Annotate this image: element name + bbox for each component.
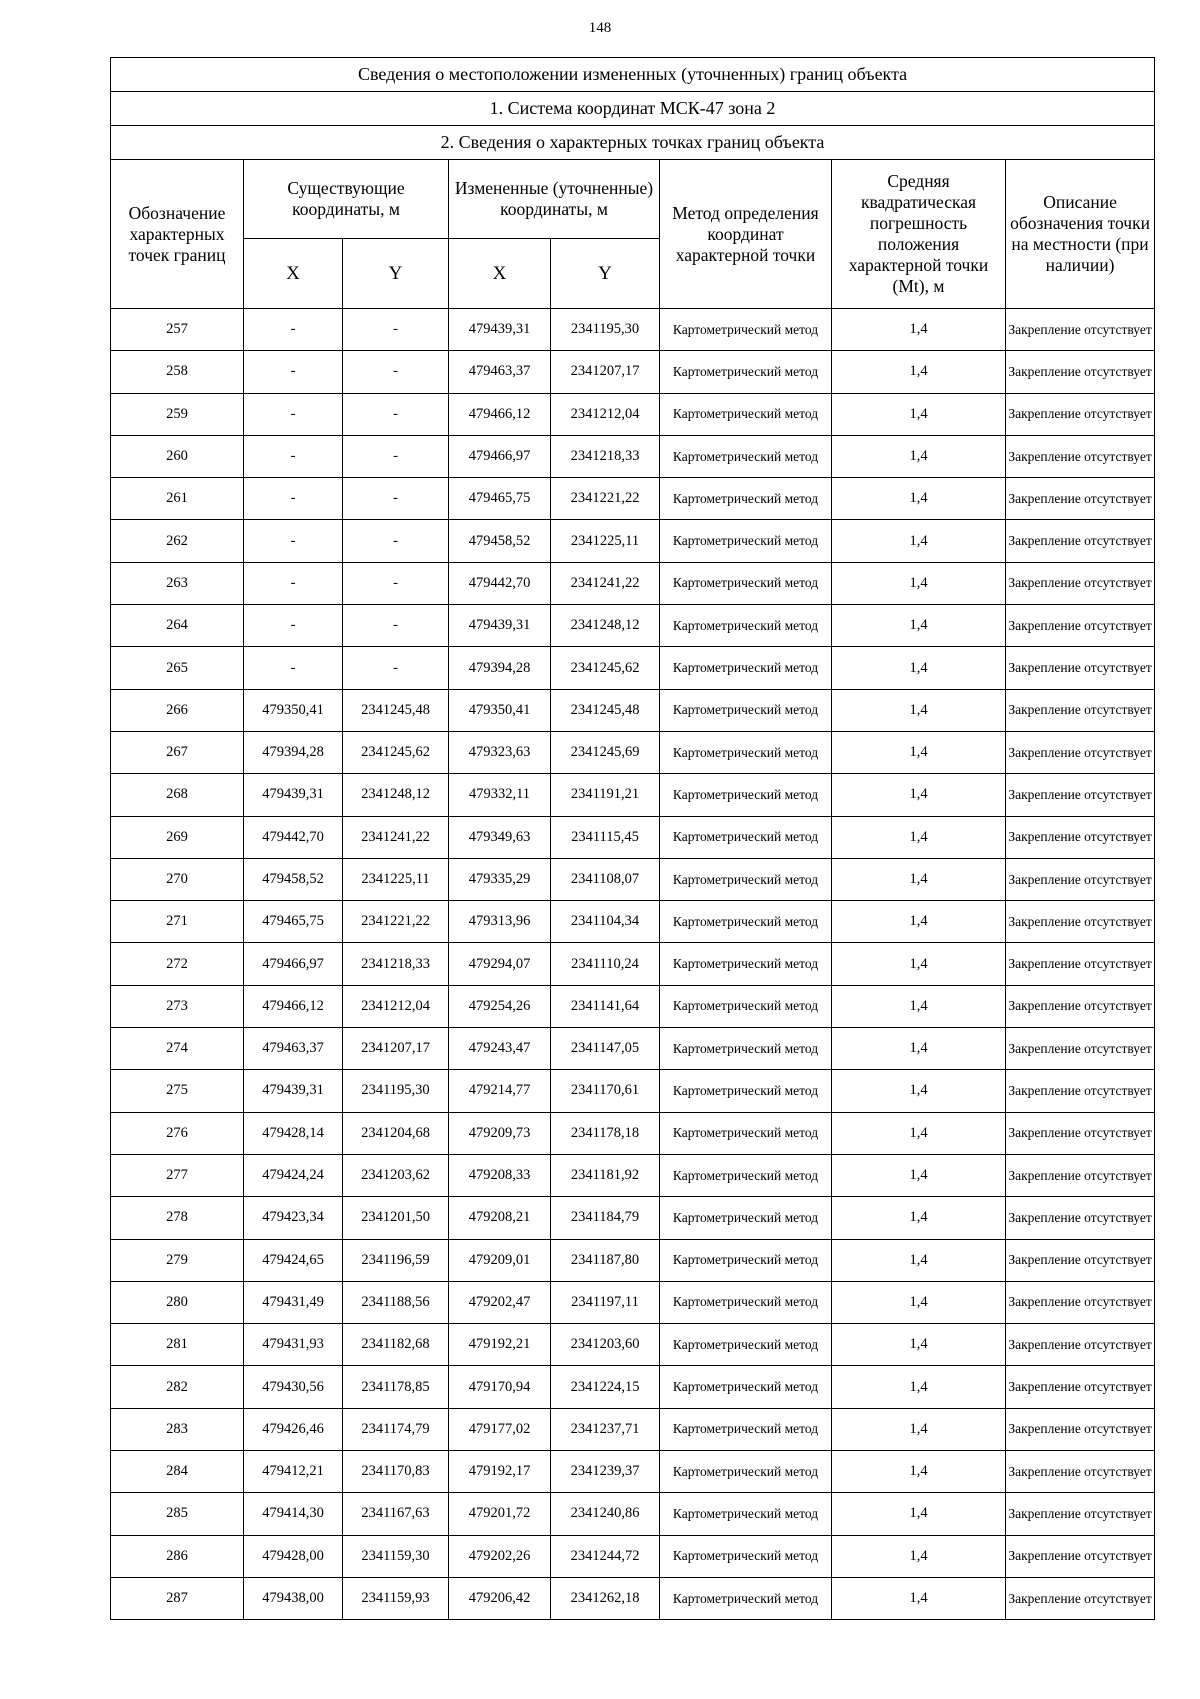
method-cell: Картометрический метод	[660, 1451, 832, 1493]
description-cell: Закрепление отсутствует	[1006, 731, 1155, 773]
changed-x-cell: 479243,47	[449, 1028, 551, 1070]
changed-x-cell: 479439,31	[449, 605, 551, 647]
existing-x-cell: 479430,56	[244, 1366, 343, 1408]
point-designation-cell: 282	[111, 1366, 244, 1408]
existing-y-cell: 2341196,59	[343, 1239, 449, 1281]
existing-x-cell: 479426,46	[244, 1408, 343, 1450]
mean-error-cell: 1,4	[832, 858, 1006, 900]
mean-error-cell: 1,4	[832, 1451, 1006, 1493]
mean-error-cell: 1,4	[832, 689, 1006, 731]
description-cell: Закрепление отсутствует	[1006, 1112, 1155, 1154]
point-designation-cell: 266	[111, 689, 244, 731]
method-cell: Картометрический метод	[660, 858, 832, 900]
changed-x-cell: 479465,75	[449, 478, 551, 520]
table-row	[111, 520, 1155, 562]
existing-y-cell: -	[343, 478, 449, 520]
point-designation-cell: 283	[111, 1408, 244, 1450]
header-existing-coords: Существующие координаты, м	[244, 160, 449, 239]
point-designation-cell: 280	[111, 1281, 244, 1323]
existing-y-cell: 2341245,48	[343, 689, 449, 731]
existing-x-cell: 479424,65	[244, 1239, 343, 1281]
existing-x-cell: 479428,14	[244, 1112, 343, 1154]
changed-y-cell: 2341141,64	[551, 985, 660, 1027]
mean-error-cell: 1,4	[832, 309, 1006, 351]
changed-y-cell: 2341197,11	[551, 1281, 660, 1323]
existing-x-cell: -	[244, 393, 343, 435]
method-cell: Картометрический метод	[660, 1281, 832, 1323]
changed-y-cell: 2341262,18	[551, 1577, 660, 1619]
existing-y-cell: 2341159,30	[343, 1535, 449, 1577]
point-designation-cell: 271	[111, 901, 244, 943]
mean-error-cell: 1,4	[832, 351, 1006, 393]
table-row	[111, 1493, 1155, 1535]
changed-x-cell: 479170,94	[449, 1366, 551, 1408]
existing-x-cell: 479463,37	[244, 1028, 343, 1070]
table-row	[111, 1577, 1155, 1619]
table-row	[111, 1535, 1155, 1577]
description-cell: Закрепление отсутствует	[1006, 1028, 1155, 1070]
changed-x-cell: 479394,28	[449, 647, 551, 689]
point-designation-cell: 257	[111, 309, 244, 351]
existing-x-cell: -	[244, 605, 343, 647]
existing-x-cell: 479412,21	[244, 1451, 343, 1493]
changed-x-cell: 479349,63	[449, 816, 551, 858]
table-row	[111, 478, 1155, 520]
table-row	[111, 1451, 1155, 1493]
existing-y-cell: 2341188,56	[343, 1281, 449, 1323]
changed-y-cell: 2341218,33	[551, 435, 660, 477]
table-row	[111, 985, 1155, 1027]
description-cell: Закрепление отсутствует	[1006, 478, 1155, 520]
description-cell: Закрепление отсутствует	[1006, 309, 1155, 351]
point-designation-cell: 275	[111, 1070, 244, 1112]
existing-y-cell: 2341195,30	[343, 1070, 449, 1112]
existing-x-cell: 479466,97	[244, 943, 343, 985]
changed-y-cell: 2341170,61	[551, 1070, 660, 1112]
description-cell: Закрепление отсутствует	[1006, 562, 1155, 604]
table-row	[111, 1154, 1155, 1196]
changed-x-cell: 479177,02	[449, 1408, 551, 1450]
table-row	[111, 943, 1155, 985]
existing-y-cell: -	[343, 562, 449, 604]
table-row	[111, 1197, 1155, 1239]
changed-x-cell: 479209,73	[449, 1112, 551, 1154]
existing-y-cell: 2341245,62	[343, 731, 449, 773]
mean-error-cell: 1,4	[832, 774, 1006, 816]
changed-y-cell: 2341115,45	[551, 816, 660, 858]
method-cell: Картометрический метод	[660, 1324, 832, 1366]
mean-error-cell: 1,4	[832, 520, 1006, 562]
changed-y-cell: 2341108,07	[551, 858, 660, 900]
changed-x-cell: 479463,37	[449, 351, 551, 393]
changed-y-cell: 2341241,22	[551, 562, 660, 604]
changed-x-cell: 479458,52	[449, 520, 551, 562]
header-method: Метод определения координат характерной точки	[660, 160, 832, 309]
method-cell: Картометрический метод	[660, 1535, 832, 1577]
changed-y-cell: 2341245,48	[551, 689, 660, 731]
changed-x-cell: 479439,31	[449, 309, 551, 351]
description-cell: Закрепление отсутствует	[1006, 985, 1155, 1027]
point-designation-cell: 267	[111, 731, 244, 773]
changed-y-cell: 2341245,69	[551, 731, 660, 773]
method-cell: Картометрический метод	[660, 605, 832, 647]
existing-x-cell: 479439,31	[244, 774, 343, 816]
mean-error-cell: 1,4	[832, 1577, 1006, 1619]
existing-y-cell: -	[343, 309, 449, 351]
existing-y-cell: 2341174,79	[343, 1408, 449, 1450]
table-title: Сведения о местоположении измененных (уточненных) границ объекта	[111, 58, 1155, 92]
point-designation-cell: 285	[111, 1493, 244, 1535]
method-cell: Картометрический метод	[660, 435, 832, 477]
table-row	[111, 351, 1155, 393]
point-designation-cell: 268	[111, 774, 244, 816]
changed-y-cell: 2341248,12	[551, 605, 660, 647]
existing-y-cell: -	[343, 393, 449, 435]
point-designation-cell: 279	[111, 1239, 244, 1281]
changed-x-cell: 479466,12	[449, 393, 551, 435]
method-cell: Картометрический метод	[660, 689, 832, 731]
existing-y-cell: -	[343, 605, 449, 647]
mean-error-cell: 1,4	[832, 1493, 1006, 1535]
existing-y-cell: 2341201,50	[343, 1197, 449, 1239]
header-changed-x: X	[449, 239, 551, 309]
changed-x-cell: 479201,72	[449, 1493, 551, 1535]
description-cell: Закрепление отсутствует	[1006, 943, 1155, 985]
existing-y-cell: -	[343, 351, 449, 393]
point-designation-cell: 276	[111, 1112, 244, 1154]
existing-y-cell: 2341178,85	[343, 1366, 449, 1408]
mean-error-cell: 1,4	[832, 816, 1006, 858]
changed-y-cell: 2341212,04	[551, 393, 660, 435]
point-designation-cell: 277	[111, 1154, 244, 1196]
changed-x-cell: 479466,97	[449, 435, 551, 477]
table-row	[111, 1281, 1155, 1323]
changed-x-cell: 479208,33	[449, 1154, 551, 1196]
changed-y-cell: 2341195,30	[551, 309, 660, 351]
point-designation-cell: 258	[111, 351, 244, 393]
changed-x-cell: 479214,77	[449, 1070, 551, 1112]
table-row	[111, 435, 1155, 477]
existing-x-cell: 479423,34	[244, 1197, 343, 1239]
mean-error-cell: 1,4	[832, 901, 1006, 943]
mean-error-cell: 1,4	[832, 605, 1006, 647]
table-row	[111, 1239, 1155, 1281]
method-cell: Картометрический метод	[660, 478, 832, 520]
method-cell: Картометрический метод	[660, 309, 832, 351]
mean-error-cell: 1,4	[832, 647, 1006, 689]
table-row	[111, 1324, 1155, 1366]
existing-y-cell: -	[343, 647, 449, 689]
point-designation-cell: 272	[111, 943, 244, 985]
point-designation-cell: 262	[111, 520, 244, 562]
existing-x-cell: 479394,28	[244, 731, 343, 773]
mean-error-cell: 1,4	[832, 1281, 1006, 1323]
changed-x-cell: 479350,41	[449, 689, 551, 731]
existing-x-cell: 479466,12	[244, 985, 343, 1027]
table-row	[111, 858, 1155, 900]
table-row	[111, 605, 1155, 647]
description-cell: Закрепление отсутствует	[1006, 1451, 1155, 1493]
mean-error-cell: 1,4	[832, 1366, 1006, 1408]
method-cell: Картометрический метод	[660, 351, 832, 393]
description-cell: Закрепление отсутствует	[1006, 1577, 1155, 1619]
mean-error-cell: 1,4	[832, 1028, 1006, 1070]
description-cell: Закрепление отсутствует	[1006, 1281, 1155, 1323]
table-row	[111, 689, 1155, 731]
existing-y-cell: -	[343, 435, 449, 477]
changed-y-cell: 2341225,11	[551, 520, 660, 562]
existing-x-cell: -	[244, 562, 343, 604]
method-cell: Картометрический метод	[660, 1366, 832, 1408]
table-row	[111, 1408, 1155, 1450]
mean-error-cell: 1,4	[832, 1070, 1006, 1112]
description-cell: Закрепление отсутствует	[1006, 1154, 1155, 1196]
changed-y-cell: 2341191,21	[551, 774, 660, 816]
changed-x-cell: 479202,47	[449, 1281, 551, 1323]
existing-x-cell: 479350,41	[244, 689, 343, 731]
description-cell: Закрепление отсутствует	[1006, 435, 1155, 477]
existing-y-cell: 2341221,22	[343, 901, 449, 943]
point-designation-cell: 273	[111, 985, 244, 1027]
method-cell: Картометрический метод	[660, 1028, 832, 1070]
changed-y-cell: 2341110,24	[551, 943, 660, 985]
point-designation-cell: 259	[111, 393, 244, 435]
method-cell: Картометрический метод	[660, 816, 832, 858]
description-cell: Закрепление отсутствует	[1006, 1070, 1155, 1112]
table-row	[111, 731, 1155, 773]
changed-y-cell: 2341181,92	[551, 1154, 660, 1196]
changed-x-cell: 479192,17	[449, 1451, 551, 1493]
mean-error-cell: 1,4	[832, 1112, 1006, 1154]
existing-y-cell: 2341212,04	[343, 985, 449, 1027]
header-existing-x: X	[244, 239, 343, 309]
point-designation-cell: 286	[111, 1535, 244, 1577]
point-designation-cell: 278	[111, 1197, 244, 1239]
point-designation-cell: 284	[111, 1451, 244, 1493]
changed-x-cell: 479206,42	[449, 1577, 551, 1619]
existing-x-cell: -	[244, 351, 343, 393]
changed-x-cell: 479442,70	[449, 562, 551, 604]
method-cell: Картометрический метод	[660, 393, 832, 435]
header-changed-y: Y	[551, 239, 660, 309]
changed-y-cell: 2341184,79	[551, 1197, 660, 1239]
changed-y-cell: 2341240,86	[551, 1493, 660, 1535]
method-cell: Картометрический метод	[660, 1112, 832, 1154]
header-existing-y: Y	[343, 239, 449, 309]
description-cell: Закрепление отсутствует	[1006, 1493, 1155, 1535]
point-designation-cell: 270	[111, 858, 244, 900]
table-row	[111, 774, 1155, 816]
point-designation-cell: 265	[111, 647, 244, 689]
existing-x-cell: -	[244, 520, 343, 562]
changed-y-cell: 2341104,34	[551, 901, 660, 943]
mean-error-cell: 1,4	[832, 1197, 1006, 1239]
mean-error-cell: 1,4	[832, 1535, 1006, 1577]
mean-error-cell: 1,4	[832, 562, 1006, 604]
table-row	[111, 1366, 1155, 1408]
existing-x-cell: 479465,75	[244, 901, 343, 943]
point-designation-cell: 260	[111, 435, 244, 477]
existing-y-cell: 2341203,62	[343, 1154, 449, 1196]
existing-x-cell: 479458,52	[244, 858, 343, 900]
changed-y-cell: 2341237,71	[551, 1408, 660, 1450]
changed-y-cell: 2341239,37	[551, 1451, 660, 1493]
mean-error-cell: 1,4	[832, 985, 1006, 1027]
existing-x-cell: 479428,00	[244, 1535, 343, 1577]
changed-x-cell: 479294,07	[449, 943, 551, 985]
description-cell: Закрепление отсутствует	[1006, 1535, 1155, 1577]
existing-x-cell: 479414,30	[244, 1493, 343, 1535]
existing-x-cell: 479431,49	[244, 1281, 343, 1323]
method-cell: Картометрический метод	[660, 647, 832, 689]
mean-error-cell: 1,4	[832, 943, 1006, 985]
mean-error-cell: 1,4	[832, 1324, 1006, 1366]
description-cell: Закрепление отсутствует	[1006, 689, 1155, 731]
method-cell: Картометрический метод	[660, 943, 832, 985]
changed-x-cell: 479313,96	[449, 901, 551, 943]
changed-y-cell: 2341244,72	[551, 1535, 660, 1577]
mean-error-cell: 1,4	[832, 1408, 1006, 1450]
changed-x-cell: 479208,21	[449, 1197, 551, 1239]
mean-error-cell: 1,4	[832, 1239, 1006, 1281]
method-cell: Картометрический метод	[660, 520, 832, 562]
description-cell: Закрепление отсутствует	[1006, 647, 1155, 689]
existing-x-cell: -	[244, 309, 343, 351]
point-designation-cell: 281	[111, 1324, 244, 1366]
existing-y-cell: 2341204,68	[343, 1112, 449, 1154]
changed-x-cell: 479202,26	[449, 1535, 551, 1577]
description-cell: Закрепление отсутствует	[1006, 1366, 1155, 1408]
point-designation-cell: 263	[111, 562, 244, 604]
point-designation-cell: 264	[111, 605, 244, 647]
header-description: Описание обозначения точки на местности (при наличии)	[1006, 160, 1155, 309]
existing-y-cell: 2341182,68	[343, 1324, 449, 1366]
point-designation-cell: 269	[111, 816, 244, 858]
mean-error-cell: 1,4	[832, 1154, 1006, 1196]
table-row	[111, 647, 1155, 689]
changed-y-cell: 2341224,15	[551, 1366, 660, 1408]
description-cell: Закрепление отсутствует	[1006, 351, 1155, 393]
changed-x-cell: 479323,63	[449, 731, 551, 773]
table-row	[111, 393, 1155, 435]
description-cell: Закрепление отсутствует	[1006, 520, 1155, 562]
method-cell: Картометрический метод	[660, 562, 832, 604]
page-number: 148	[588, 20, 612, 36]
existing-y-cell: 2341167,63	[343, 1493, 449, 1535]
description-cell: Закрепление отсутствует	[1006, 774, 1155, 816]
existing-x-cell: 479438,00	[244, 1577, 343, 1619]
changed-y-cell: 2341187,80	[551, 1239, 660, 1281]
existing-x-cell: -	[244, 435, 343, 477]
existing-y-cell: 2341159,93	[343, 1577, 449, 1619]
description-cell: Закрепление отсутствует	[1006, 901, 1155, 943]
table-row	[111, 562, 1155, 604]
description-cell: Закрепление отсутствует	[1006, 816, 1155, 858]
method-cell: Картометрический метод	[660, 1408, 832, 1450]
header-changed-coords: Измененные (уточненные) координаты, м	[449, 160, 660, 239]
mean-error-cell: 1,4	[832, 393, 1006, 435]
point-designation-cell: 274	[111, 1028, 244, 1070]
mean-error-cell: 1,4	[832, 731, 1006, 773]
point-designation-cell: 287	[111, 1577, 244, 1619]
method-cell: Картометрический метод	[660, 1577, 832, 1619]
existing-x-cell: 479424,24	[244, 1154, 343, 1196]
changed-y-cell: 2341207,17	[551, 351, 660, 393]
changed-x-cell: 479192,21	[449, 1324, 551, 1366]
description-cell: Закрепление отсутствует	[1006, 393, 1155, 435]
mean-error-cell: 1,4	[832, 478, 1006, 520]
table-body	[111, 309, 1155, 1620]
method-cell: Картометрический метод	[660, 1239, 832, 1281]
table-row	[111, 901, 1155, 943]
table-row	[111, 1070, 1155, 1112]
method-cell: Картометрический метод	[660, 774, 832, 816]
method-cell: Картометрический метод	[660, 1154, 832, 1196]
description-cell: Закрепление отсутствует	[1006, 858, 1155, 900]
changed-x-cell: 479254,26	[449, 985, 551, 1027]
existing-y-cell: 2341207,17	[343, 1028, 449, 1070]
section-title: 2. Сведения о характерных точках границ объекта	[111, 126, 1155, 160]
description-cell: Закрепление отсутствует	[1006, 1239, 1155, 1281]
existing-y-cell: -	[343, 520, 449, 562]
changed-x-cell: 479209,01	[449, 1239, 551, 1281]
method-cell: Картометрический метод	[660, 901, 832, 943]
existing-x-cell: -	[244, 647, 343, 689]
coordinates-table	[110, 57, 1155, 1620]
description-cell: Закрепление отсутствует	[1006, 1408, 1155, 1450]
changed-y-cell: 2341147,05	[551, 1028, 660, 1070]
method-cell: Картометрический метод	[660, 1197, 832, 1239]
method-cell: Картометрический метод	[660, 1493, 832, 1535]
table-row	[111, 1028, 1155, 1070]
coordinate-system-title: 1. Система координат МСК-47 зона 2	[111, 92, 1155, 126]
point-designation-cell: 261	[111, 478, 244, 520]
table-row	[111, 1112, 1155, 1154]
existing-y-cell: 2341225,11	[343, 858, 449, 900]
changed-x-cell: 479335,29	[449, 858, 551, 900]
existing-x-cell: -	[244, 478, 343, 520]
existing-y-cell: 2341170,83	[343, 1451, 449, 1493]
method-cell: Картометрический метод	[660, 985, 832, 1027]
changed-y-cell: 2341178,18	[551, 1112, 660, 1154]
changed-y-cell: 2341245,62	[551, 647, 660, 689]
existing-y-cell: 2341241,22	[343, 816, 449, 858]
mean-error-cell: 1,4	[832, 435, 1006, 477]
existing-y-cell: 2341218,33	[343, 943, 449, 985]
method-cell: Картометрический метод	[660, 731, 832, 773]
existing-x-cell: 479431,93	[244, 1324, 343, 1366]
existing-y-cell: 2341248,12	[343, 774, 449, 816]
table-row	[111, 309, 1155, 351]
description-cell: Закрепление отсутствует	[1006, 1197, 1155, 1239]
header-designation: Обозначение характерных точек границ	[111, 160, 244, 309]
description-cell: Закрепление отсутствует	[1006, 1324, 1155, 1366]
changed-y-cell: 2341203,60	[551, 1324, 660, 1366]
method-cell: Картометрический метод	[660, 1070, 832, 1112]
changed-x-cell: 479332,11	[449, 774, 551, 816]
header-mean-error: Средняя квадратическая погрешность положения характерной точки (Mt), м	[832, 160, 1006, 309]
changed-y-cell: 2341221,22	[551, 478, 660, 520]
description-cell: Закрепление отсутствует	[1006, 605, 1155, 647]
existing-x-cell: 479439,31	[244, 1070, 343, 1112]
existing-x-cell: 479442,70	[244, 816, 343, 858]
table-row	[111, 816, 1155, 858]
